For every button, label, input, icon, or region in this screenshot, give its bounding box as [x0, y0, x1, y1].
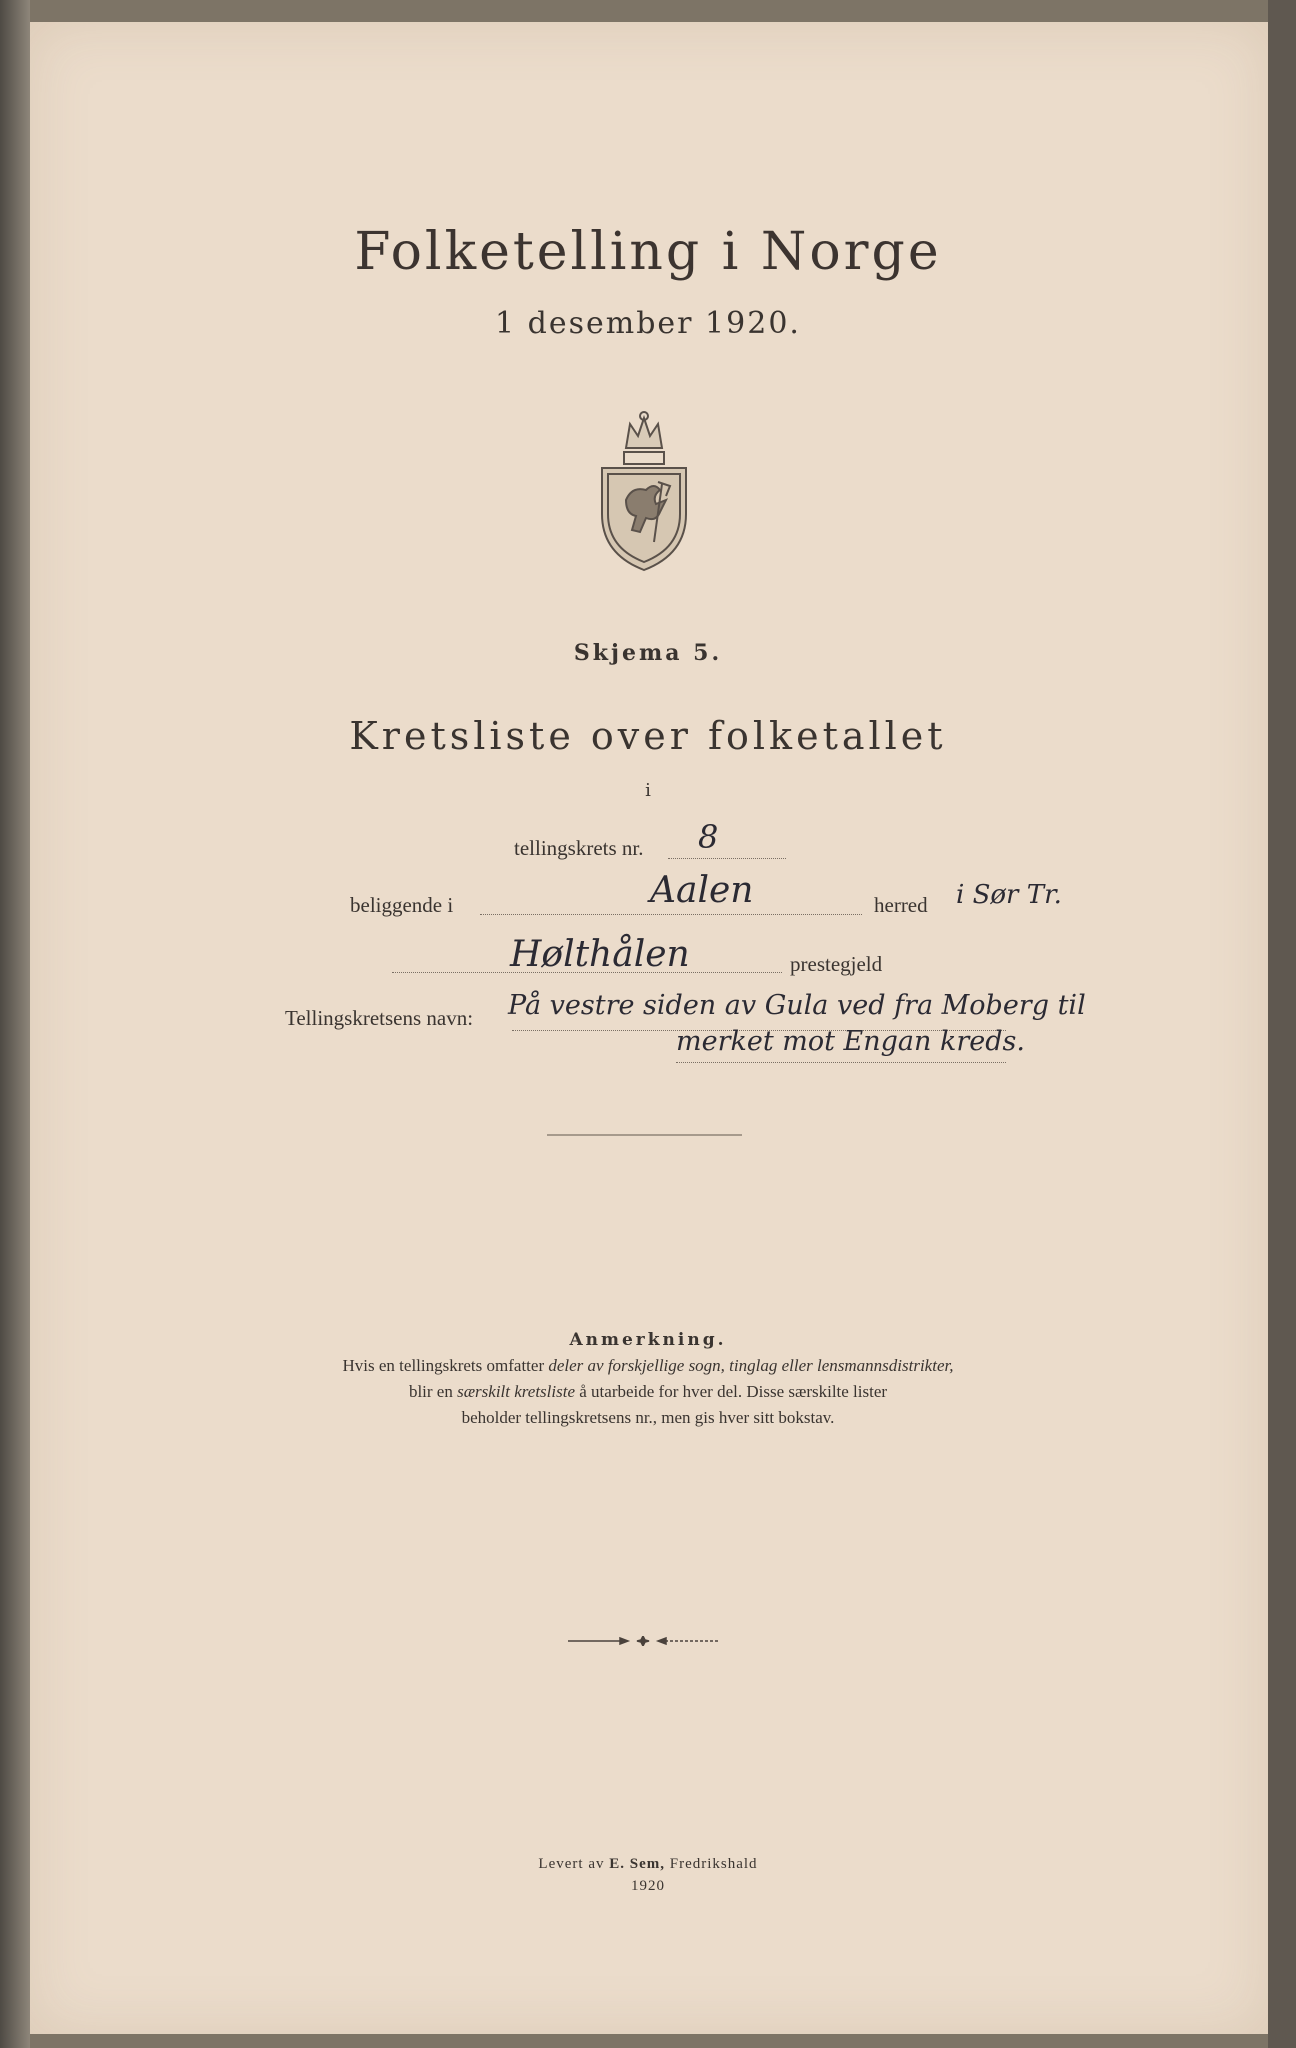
beliggende-dotted-line: [480, 914, 862, 915]
tellingskrets-label: tellingskrets nr.: [514, 836, 644, 860]
printer-name: E. Sem,: [609, 1856, 665, 1872]
note-line-2-text-a: blir en: [408, 1382, 458, 1401]
tellingskrets-number-field[interactable]: 8: [698, 818, 719, 856]
ornament-divider-icon: [568, 1636, 718, 1646]
note-line-2-emphasis: særskilt kretsliste: [457, 1382, 575, 1401]
beliggende-label: beliggende i: [350, 893, 454, 917]
note-title: Anmerkning.: [569, 1330, 727, 1350]
beliggende-herred-field[interactable]: Aalen: [650, 870, 754, 911]
district-name-dotted-line-2: [676, 1062, 1006, 1063]
printer-location: Fredrikshald: [664, 1856, 758, 1872]
herred-suffix-field[interactable]: i Sør Tr.: [956, 880, 1062, 910]
note-line-2-text-c: å utarbeide for hver del. Disse særskilte lister: [575, 1382, 888, 1401]
district-name-field-line-1[interactable]: På vestre siden av Gula ved fra Moberg til: [508, 990, 1086, 1021]
district-name-field-line-2[interactable]: merket mot Engan kreds.: [676, 1026, 1025, 1057]
prestegjeld-field[interactable]: Hølthålen: [510, 934, 690, 975]
schema-number: Skjema 5.: [573, 640, 723, 666]
printer-credit: [0, 1856, 1296, 1873]
tellingskrets-dotted-line: [668, 858, 786, 859]
note-line-2: [0, 1382, 1296, 1402]
norwegian-coat-of-arms-icon: [596, 404, 692, 572]
connector-word: i: [645, 780, 651, 801]
printer-year: 1920: [631, 1878, 665, 1894]
district-name-label: Tellingskretsens navn:: [285, 1006, 474, 1030]
prestegjeld-label: prestegjeld: [790, 952, 883, 976]
printer-credit-prefix: Levert av: [538, 1856, 610, 1872]
section-divider: [547, 1134, 742, 1136]
document-title: Folketelling i Norge: [354, 222, 942, 282]
herred-label: herred: [874, 893, 928, 917]
note-line-1-text: Hvis en tellingskrets omfatter: [342, 1356, 549, 1375]
note-line-1: [0, 1356, 1296, 1376]
form-heading: Kretsliste over folketallet: [349, 714, 947, 758]
note-line-3: beholder tellingskretsens nr., men gis hver sitt bokstav.: [461, 1408, 835, 1427]
note-line-1-emphasis: deler av forskjellige sogn, tinglag eller lensmannsdistrikter,: [548, 1356, 954, 1375]
census-date: 1 desember 1920.: [495, 306, 801, 341]
